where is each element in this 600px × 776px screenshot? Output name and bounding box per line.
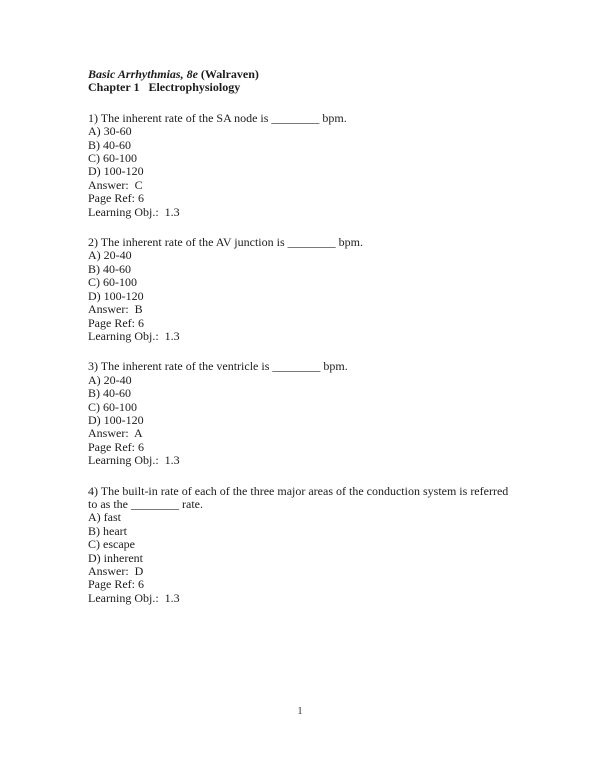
- choice-b: B) 40-60: [88, 386, 131, 401]
- choice-c: C) escape: [88, 537, 135, 552]
- page-ref-line: Page Ref: 6: [88, 315, 144, 330]
- page-ref-line: Page Ref: 6: [88, 439, 144, 454]
- question-text: 2) The inherent rate of the AV junction is ________ bpm.: [88, 235, 363, 250]
- learning-obj-line: Learning Obj.: 1.3: [88, 328, 180, 343]
- learning-obj-line: Learning Obj.: 1.3: [88, 453, 180, 468]
- question-text: 4) The built-in rate of each of the three major areas of the conduction system is referred to as the ________ rate.: [88, 483, 512, 511]
- document-header: [88, 68, 514, 95]
- page-ref-line: Page Ref: 6: [88, 577, 144, 592]
- question-text: 3) The inherent rate of the ventricle is ________ bpm.: [88, 359, 348, 374]
- book-title-line: [88, 68, 514, 81]
- learning-obj-line: Learning Obj.: 1.3: [88, 204, 180, 219]
- question-block-1: [88, 112, 514, 219]
- choice-a: A) fast: [88, 510, 121, 525]
- choice-d: D) 100-120: [88, 164, 144, 179]
- book-author: (Walraven): [197, 67, 259, 81]
- choice-c: C) 60-100: [88, 275, 137, 290]
- question-text: 1) The inherent rate of the SA node is ________ bpm.: [88, 110, 347, 125]
- choice-d: D) 100-120: [88, 288, 144, 303]
- choice-c: C) 60-100: [88, 151, 137, 166]
- page-ref-line: Page Ref: 6: [88, 191, 144, 206]
- learning-obj-line: Learning Obj.: 1.3: [88, 590, 180, 605]
- choice-a: A) 20-40: [88, 372, 132, 387]
- answer-line: Answer: A: [88, 426, 143, 441]
- choice-d: D) 100-120: [88, 412, 144, 427]
- choice-c: C) 60-100: [88, 399, 137, 414]
- page-number: 1: [297, 705, 303, 717]
- question-block-2: [88, 236, 514, 343]
- question-block-3: [88, 360, 514, 467]
- chapter-title: Chapter 1 Electrophysiology: [88, 80, 241, 95]
- choice-a: A) 30-60: [88, 124, 132, 139]
- choice-a: A) 20-40: [88, 248, 132, 263]
- choice-b: B) 40-60: [88, 137, 131, 152]
- book-title: Basic Arrhythmias, 8e: [88, 67, 198, 81]
- page-content: [88, 68, 514, 622]
- answer-line: Answer: B: [88, 302, 143, 317]
- question-block-4: [88, 485, 514, 606]
- choice-b: B) 40-60: [88, 261, 131, 276]
- choice-b: B) heart: [88, 523, 127, 538]
- answer-line: Answer: C: [88, 177, 143, 192]
- choice-d: D) inherent: [88, 550, 143, 565]
- answer-line: Answer: D: [88, 564, 144, 578]
